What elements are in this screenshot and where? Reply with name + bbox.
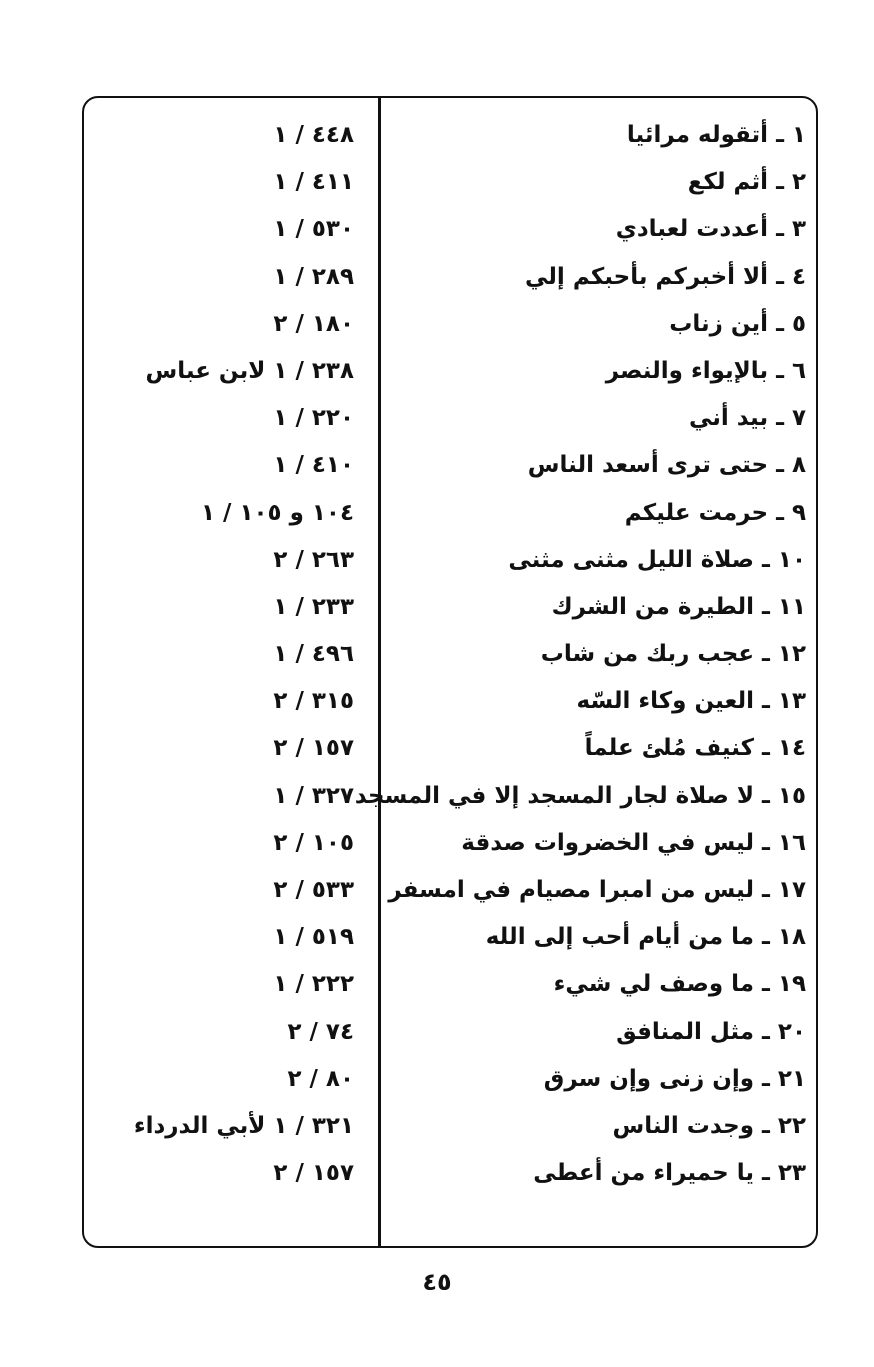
entry-reference: ٥٣٣ / ٢ — [273, 877, 354, 903]
table-row — [82, 914, 818, 961]
table-row — [82, 1009, 818, 1056]
table-row — [82, 112, 818, 159]
entry-title: ٧ ـ بيد أني — [688, 405, 806, 432]
entry-title: ١ ـ أتقوله مرائيا — [626, 122, 806, 148]
entry-reference: ٥١٩ / ١ — [273, 924, 354, 951]
table-row — [82, 159, 818, 206]
table-row — [82, 395, 818, 442]
table-row — [82, 1150, 818, 1197]
entry-title: ١٩ ـ ما وصف لي شيء — [553, 971, 806, 998]
table-row — [82, 820, 818, 867]
table-row — [82, 1103, 818, 1150]
entry-reference: ٢٨٩ / ١ — [273, 263, 354, 290]
entry-reference: ٤٩٦ / ١ — [273, 641, 354, 668]
table-row — [82, 961, 818, 1008]
entry-title: ٢١ ـ وإن زنى وإن سرق — [543, 1065, 806, 1092]
entry-title: ٢٠ ـ مثل المنافق — [616, 1018, 806, 1045]
entry-title: ١٥ ـ لا صلاة لجار المسجد إلا في المسجد — [354, 782, 806, 809]
entry-title: ٥ ـ أين زناب — [669, 310, 806, 337]
table-row — [82, 631, 818, 678]
entry-reference: ٥٣٠ / ١ — [273, 216, 354, 243]
entry-title: ١٤ ـ كنيف مُلئ علماً — [584, 735, 806, 762]
table-row — [82, 678, 818, 725]
entry-title: ٢٣ ـ يا حميراء من أعطى — [533, 1160, 806, 1187]
entry-reference: ٤١١ / ١ — [273, 169, 354, 196]
entry-title: ٣ ـ أعددت لعبادي — [615, 216, 806, 243]
entry-title: ١١ ـ الطيرة من الشرك — [551, 593, 806, 620]
table-row — [82, 1056, 818, 1103]
table-row — [82, 537, 818, 584]
entry-reference: ٢٦٣ / ٢ — [273, 546, 354, 573]
entry-title: ٢٢ ـ وجدت الناس — [612, 1112, 806, 1139]
entry-reference: ٤١٠ / ١ — [273, 452, 354, 479]
entry-reference: ١٠٥ / ٢ — [273, 829, 354, 856]
table-row — [82, 725, 818, 772]
table-row — [82, 490, 818, 537]
entry-reference: ٣١٥ / ٢ — [273, 688, 354, 715]
page-number: ٤٥ — [422, 1268, 452, 1296]
entry-title: ٨ ـ حتى ترى أسعد الناس — [527, 452, 806, 479]
entry-title: ١٦ ـ ليس في الخضروات صدقة — [461, 829, 806, 856]
entry-title: ٢ ـ أثم لكع — [687, 169, 806, 196]
entry-title: ١٢ ـ عجب ربك من شاب — [540, 641, 806, 668]
entry-title: ٩ ـ حرمت عليكم — [624, 499, 806, 526]
table-row — [82, 773, 818, 820]
table-row — [82, 442, 818, 489]
table-row — [82, 867, 818, 914]
entry-reference: ٤٤٨ / ١ — [273, 122, 354, 148]
table-row — [82, 254, 818, 301]
entry-reference: ٣٢٧ / ١ — [273, 782, 354, 809]
entry-reference: ١٥٧ / ٢ — [273, 735, 354, 762]
entry-title: ٦ ـ بالإيواء والنصر — [605, 357, 806, 384]
table-row — [82, 206, 818, 253]
entry-reference: ٢٣٨ / ١ لابن عباس — [145, 357, 354, 384]
entry-reference: ١٠٤ و ١٠٥ / ١ — [200, 499, 354, 526]
entry-title: ١٣ ـ العين وكاء السّه — [576, 688, 806, 715]
entry-reference: ١٨٠ / ٢ — [273, 310, 354, 337]
entry-title: ١٨ ـ ما من أيام أحب إلى الله — [485, 924, 806, 951]
entry-reference: ٣٢١ / ١ لأبي الدرداء — [133, 1112, 354, 1139]
entry-reference: ١٥٧ / ٢ — [273, 1160, 354, 1187]
table-row — [82, 584, 818, 631]
table-row — [82, 301, 818, 348]
entry-title: ١٧ ـ ليس من امبرا مصيام في امسفر — [388, 877, 806, 903]
entry-title: ٤ ـ ألا أخبركم بأحبكم إلي — [525, 263, 806, 290]
entry-reference: ٨٠ / ٢ — [287, 1065, 354, 1092]
table-row — [82, 348, 818, 395]
entry-reference: ٢٣٣ / ١ — [273, 593, 354, 620]
entry-title: ١٠ ـ صلاة الليل مثنى مثنى — [508, 546, 806, 573]
entry-reference: ٢٢٢ / ١ — [273, 971, 354, 998]
entry-reference: ٢٢٠ / ١ — [273, 405, 354, 432]
index-table — [82, 112, 818, 1197]
entry-reference: ٧٤ / ٢ — [287, 1018, 354, 1045]
